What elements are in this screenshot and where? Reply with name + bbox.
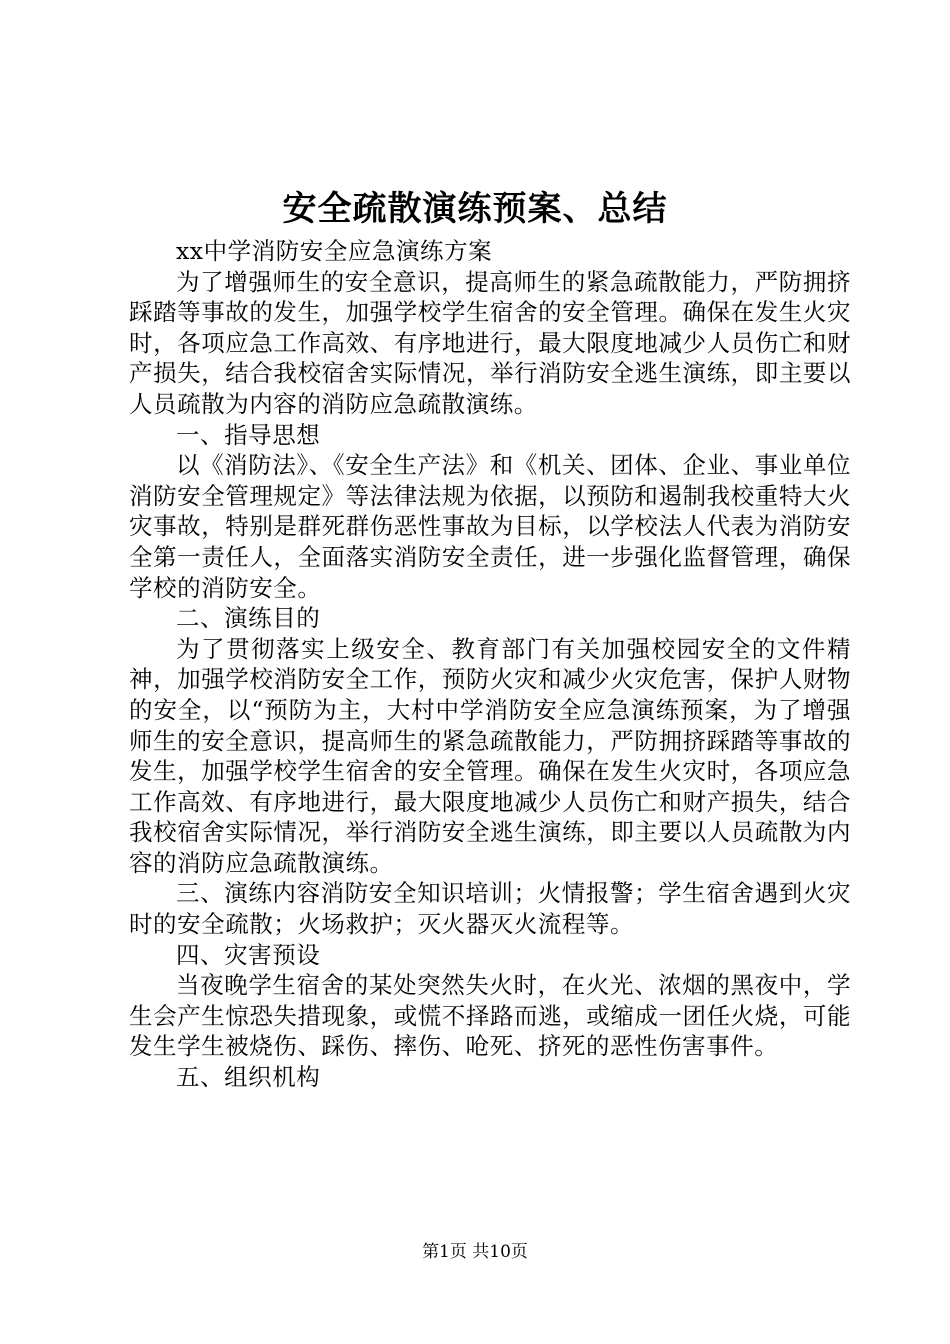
paragraph-guiding-ideology: 以《消防法》、《安全生产法》和《机关、团体、企业、事业单位消防安全管理规定》等法律法规为依据，以预防和遏制我校重特大火灾事故，特别是群死群伤恶性事故为目标，以学校法人代表为消防安全第一责任人，全面落实消防安全责任，进一步强化监督管理，确保学校的消防安全。 (129, 451, 851, 602)
section-heading-organization: 五、组织机构 (176, 1063, 321, 1092)
paragraph-drill-purpose: 为了贯彻落实上级安全、教育部门有关加强校园安全的文件精神，加强学校消防安全工作，预防火灾和减少火灾危害，保护人财物的安全，以“预防为主，大村中学消防安全应急演练预案，为了增强师生的安全意识，提高师生的紧急疏散能力，严防拥挤踩踏等事故的发生，加强学校学生宿舍的安全管理。确保在发生火灾时，各项应急工作高效、有序地进行，最大限度地减少人员伤亡和财产损失，结合我校宿舍实际情况，举行消防安全逃生演练，即主要以人员疏散为内容的消防应急疏散演练。 (129, 634, 851, 877)
document-subtitle: xx中学消防安全应急演练方案 (176, 237, 493, 265)
paragraph-intro: 为了增强师生的安全意识，提高师生的紧急疏散能力，严防拥挤踩踏等事故的发生，加强学校学生宿舍的安全管理。确保在发生火灾时，各项应急工作高效、有序地进行，最大限度地减少人员伤亡和财产损失，结合我校宿舍实际情况，举行消防安全逃生演练，即主要以人员疏散为内容的消防应急疏散演练。 (129, 267, 851, 418)
document-title: 安全疏散演练预案、总结 (282, 189, 668, 229)
paragraph-drill-content: 三、演练内容消防安全知识培训；火情报警；学生宿舍遇到火灾时的安全疏散；火场救护；灭火器灭火流程等。 (129, 879, 851, 939)
section-heading-guiding-ideology: 一、指导思想 (176, 420, 321, 449)
paragraph-disaster-scenario: 当夜晚学生宿舍的某处突然失火时，在火光、浓烟的黑夜中，学生会产生惊恐失措现象，或慌不择路而逃，或缩成一团任火烧，可能发生学生被烧伤、踩伤、摔伤、呛死、挤死的恶性伤害事件。 (129, 971, 851, 1061)
page-number-footer: 第1页 共10页 (422, 1242, 528, 1262)
section-heading-drill-purpose: 二、演练目的 (176, 604, 321, 633)
section-heading-disaster-scenario: 四、灾害预设 (176, 940, 321, 969)
document-body (129, 236, 851, 1093)
